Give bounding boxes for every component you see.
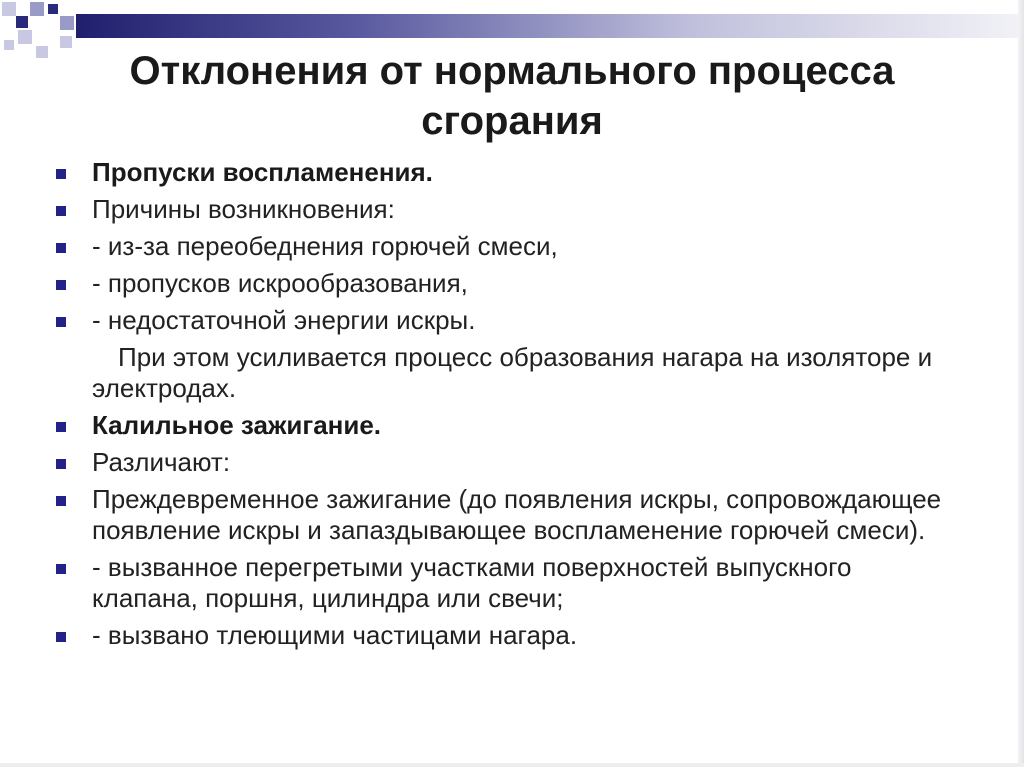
square-bullet-icon [56, 169, 66, 179]
list-item [50, 268, 950, 299]
list-item [50, 231, 950, 262]
square-bullet-icon [56, 632, 66, 642]
deco-square-light [2, 2, 16, 16]
square-bullet-icon [56, 206, 66, 216]
list-item [50, 305, 950, 336]
title-bar-gradient [76, 14, 1024, 38]
bullet-list [50, 157, 950, 657]
square-bullet-icon [56, 243, 66, 253]
list-item-text: - вызвано тлеющими частицами нагара. [92, 620, 578, 650]
deco-square-light [18, 30, 32, 44]
list-item-text: Преждевременное зажигание (до появления искры, сопровождающее появление искры и запаздывающее воспламенение горючей смеси). [92, 484, 942, 545]
list-item-text: - пропусков искрообразования, [92, 268, 468, 298]
deco-square-dark [48, 4, 58, 14]
list-note [50, 342, 950, 404]
square-bullet-icon [56, 564, 66, 574]
deco-square-mid [30, 2, 44, 16]
deco-square-mid [60, 16, 74, 30]
slide-title [60, 46, 964, 146]
deco-square-dark [16, 16, 28, 28]
list-item-text: Пропуски воспламенения. [92, 157, 433, 187]
square-bullet-icon [56, 496, 66, 506]
list-item [50, 620, 950, 651]
square-bullet-icon [56, 459, 66, 469]
slide-title-line: сгорания [421, 99, 603, 143]
list-item [50, 484, 950, 546]
list-item-text: - из-за переобеднения горючей смеси, [92, 231, 558, 261]
list-item-text: - вызванное перегретыми участками поверхностей выпускного клапана, поршня, цилиндра или свечи; [92, 552, 852, 613]
list-item-text: Различают: [92, 447, 231, 477]
list-item [50, 410, 950, 441]
list-note-text: При этом усиливается процесс образования нагара на изоляторе и электродах. [92, 342, 933, 403]
list-item [50, 552, 950, 614]
deco-square-light [4, 40, 14, 50]
slide-title-line: Отклонения от нормального процесса [129, 49, 895, 93]
square-bullet-icon [56, 317, 66, 327]
list-item [50, 157, 950, 188]
list-item [50, 194, 950, 225]
list-item [50, 447, 950, 478]
square-bullet-icon [56, 280, 66, 290]
square-bullet-icon [56, 422, 66, 432]
slide-right-edge [1018, 0, 1024, 767]
slide-bottom-edge [0, 763, 1024, 767]
list-item-text: - недостаточной энергии искры. [92, 305, 476, 335]
deco-square-light [36, 46, 48, 58]
list-item-text: Причины возникновения: [92, 194, 395, 224]
list-item-text: Калильное зажигание. [92, 410, 382, 440]
